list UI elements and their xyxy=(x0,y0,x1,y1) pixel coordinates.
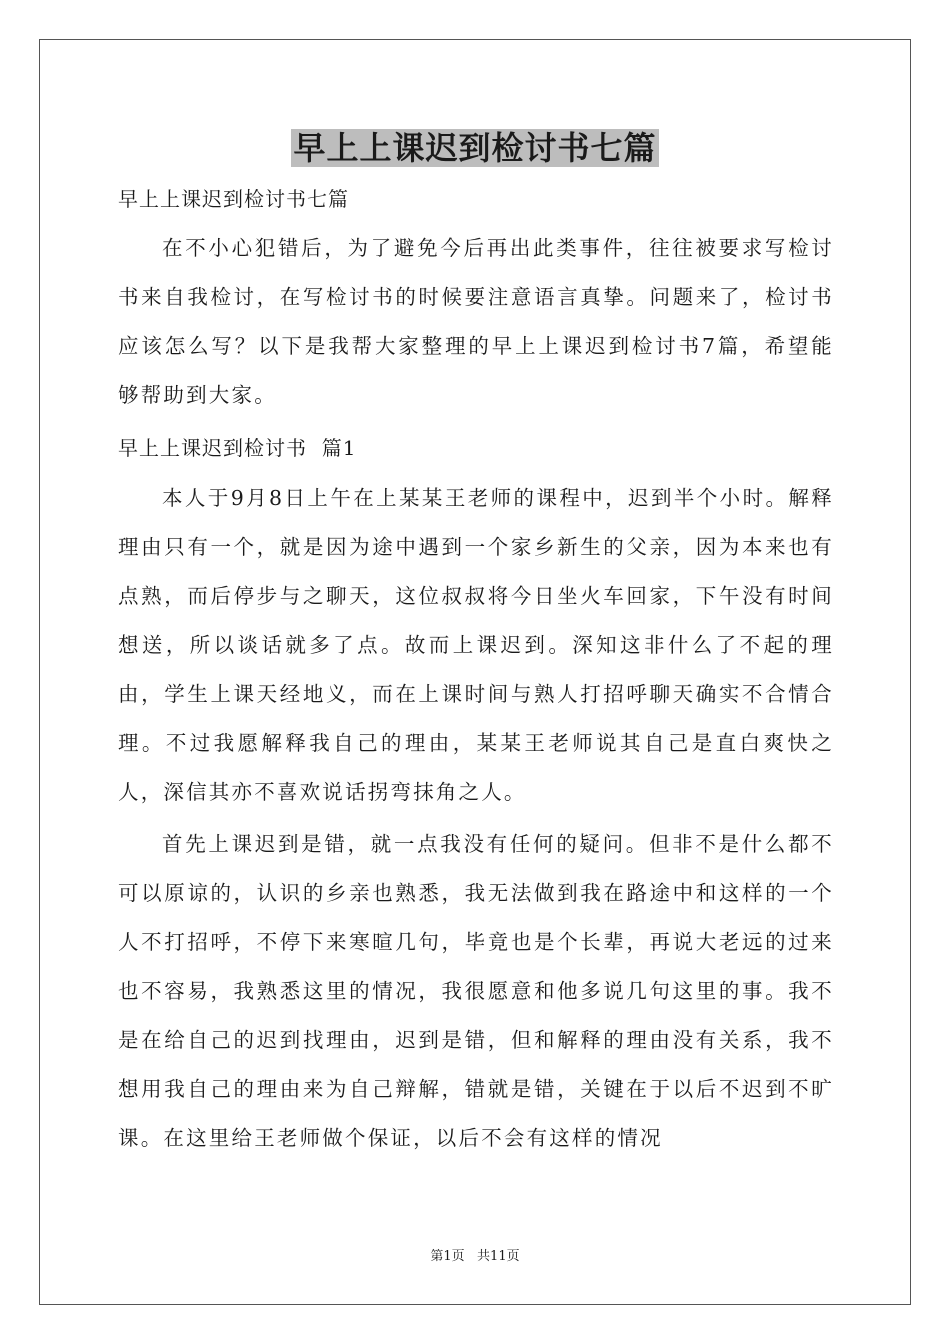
body-paragraph-2: 首先上课迟到是错，就一点我没有任何的疑问。但非不是什么都不可以原谅的，认识的乡亲也熟悉，我无法做到我在路途中和这样的一个人不打招呼，不停下来寒暄几句，毕竟也是个长辈，再说大老远的过来也不容易，我熟悉这里的情况，我很愿意和他多说几句这里的事。我不是在给自己的迟到找理由，迟到是错，但和解释的理由没有关系，我不想用我自己的理由来为自己辩解，错就是错，关键在于以后不迟到不旷课。在这里给王老师做个保证，以后不会有这样的情况 xyxy=(118,832,834,1150)
document-title-text: 早上上课迟到检讨书七篇 xyxy=(293,129,657,167)
body-paragraph-1: 本人于9月8日上午在上某某王老师的课程中，迟到半个小时。解释理由只有一个，就是因为途中遇到一个家乡新生的父亲，因为本来也有点熟，而后停步与之聊天，这位叔叔将今日坐火车回家，下午没有时间想送，所以谈话就多了点。故而上课迟到。深知这非什么了不起的理由，学生上课天经地义，而在上课时间与熟人打招呼聊天确实不合情合理。不过我愿解释我自己的理由，某某王老师说其自己是直白爽快之人，深信其亦不喜欢说话拐弯抹角之人。 xyxy=(118,486,834,804)
intro-paragraph: 在不小心犯错后，为了避免今后再出此类事件，往往被要求写检讨书来自我检讨，在写检讨书的时候要注意语言真挚。问题来了，检讨书应该怎么写？以下是我帮大家整理的早上上课迟到检讨书7篇，希望能够帮助到大家。 xyxy=(118,236,834,407)
document-title xyxy=(0,126,950,170)
page-footer: 第1页 共11页 xyxy=(430,1249,520,1264)
section-heading: 早上上课迟到检讨书 篇1 xyxy=(118,436,357,460)
document-subtitle: 早上上课迟到检讨书七篇 xyxy=(118,187,349,211)
